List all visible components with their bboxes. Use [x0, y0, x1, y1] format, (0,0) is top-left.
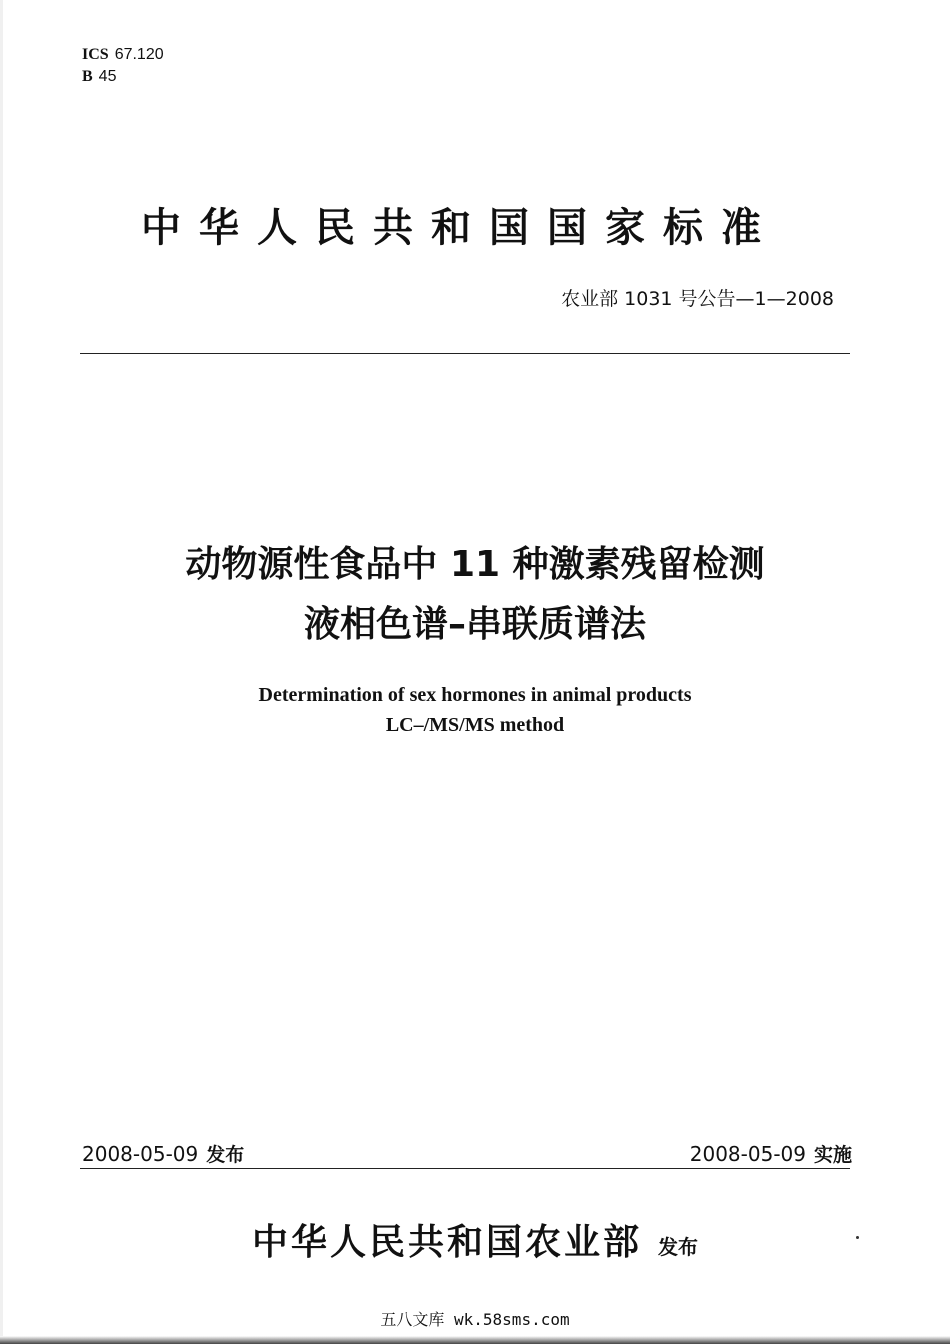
publisher-action: 发布 — [658, 1235, 698, 1259]
ccs-label: B — [82, 68, 93, 85]
implement-date-block — [690, 1140, 852, 1167]
ccs-value: 45 — [98, 68, 117, 85]
ics-code — [82, 44, 164, 66]
ics-label: ICS — [82, 46, 109, 63]
classification-codes — [82, 44, 164, 88]
bottom-divider — [80, 1168, 850, 1169]
publisher-line — [0, 1214, 950, 1265]
ics-value: 67.120 — [114, 46, 164, 63]
implement-date: 2008-05-09 — [689, 1142, 806, 1166]
english-title-line-1: Determination of sex hormones in animal products — [258, 684, 692, 706]
standard-number: 农业部 1031 号公告—1—2008 — [561, 288, 834, 310]
issue-label: 发布 — [206, 1144, 245, 1166]
scan-bottom-edge — [0, 1336, 950, 1344]
watermark-text: 五八文库 wk.58sms.com — [380, 1310, 570, 1329]
top-divider — [80, 353, 850, 354]
chinese-title-line-1: 动物源性食品中 11 种激素残留检测 — [185, 544, 765, 585]
scan-speck — [856, 1236, 859, 1239]
ccs-code — [82, 66, 164, 88]
implement-label: 实施 — [813, 1144, 852, 1166]
english-title-line-2: LC–/MS/MS method — [385, 714, 565, 736]
scan-left-edge — [0, 0, 3, 1344]
national-standard-title: 中华人民共和国国家标准 — [141, 205, 779, 251]
issue-date: 2008-05-09 — [82, 1142, 199, 1166]
chinese-title-line-2: 液相色谱–串联质谱法 — [303, 604, 646, 645]
issue-date-block — [82, 1140, 244, 1167]
publisher-organization: 中华人民共和国农业部 — [251, 1221, 642, 1263]
